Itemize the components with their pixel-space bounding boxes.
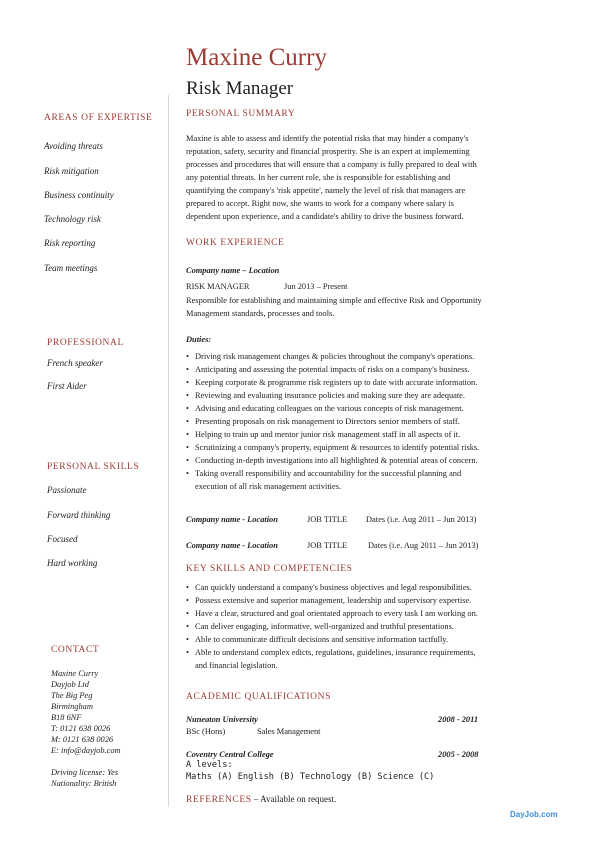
degree-subject: Sales Management bbox=[257, 727, 321, 736]
contact-company: Dayjob Ltd bbox=[51, 680, 89, 689]
university-name: Nuneaton University bbox=[186, 715, 258, 724]
references-line bbox=[186, 794, 336, 805]
summary-line: reputation, safety, security and financial prosperity. She is an expert at implementing bbox=[186, 147, 470, 156]
academic-heading: ACADEMIC QUALIFICATIONS bbox=[186, 692, 331, 702]
key-skill-item: • Can deliver engaging, informative, well-organized and truthful presentations. bbox=[186, 620, 556, 633]
description-line: Responsible for establishing and maintaining simple and effective Risk and Opportunity bbox=[186, 296, 482, 305]
skills-item: Focused bbox=[47, 534, 78, 544]
university-years: 2008 - 2011 bbox=[438, 715, 479, 724]
prev-job-title: JOB TITLE bbox=[307, 515, 348, 524]
skills-item: Forward thinking bbox=[47, 510, 111, 520]
contact-email[interactable]: E: info@dayjob.com bbox=[51, 746, 121, 755]
expertise-heading: AREAS OF EXPERTISE bbox=[44, 113, 153, 123]
summary-line: prepared to accept. Right now, she wants to work for a company where salary is bbox=[186, 199, 454, 208]
prev-job-dates: Dates (i.e. Aug 2011 – Jun 2013) bbox=[368, 541, 479, 550]
current-company: Company name – Location bbox=[186, 266, 280, 275]
candidate-title: Risk Manager bbox=[186, 78, 294, 99]
contact-heading: CONTACT bbox=[51, 645, 100, 655]
summary-line: processes and procedures that will ensure that a company is fully prepared to deal with bbox=[186, 160, 477, 169]
key-skill-item: • Possess extensive and superior management, leadership and supervisory expertise. bbox=[186, 594, 556, 607]
summary-heading: PERSONAL SUMMARY bbox=[186, 109, 296, 119]
references-heading: REFERENCES bbox=[186, 795, 252, 805]
professional-item: First Aider bbox=[47, 381, 87, 391]
contact-postcode: B18 6NF bbox=[51, 713, 82, 722]
expertise-item: Team meetings bbox=[44, 263, 98, 273]
expertise-item: Business continuity bbox=[44, 190, 114, 200]
job-description bbox=[186, 294, 546, 320]
duties-list bbox=[186, 350, 556, 480]
duty-item: • Keeping corporate & programme risk registers up to date with accurate information. bbox=[186, 376, 556, 389]
alevels-label: A levels: bbox=[186, 760, 233, 770]
duty-continuation: execution of all risk management activities. bbox=[195, 482, 342, 491]
prev-job-title: JOB TITLE bbox=[307, 541, 348, 550]
expertise-item: Technology risk bbox=[44, 214, 101, 224]
duties-label: Duties: bbox=[186, 335, 212, 344]
summary-line: quantifying the company's 'risk appetite', namely the level of risk that managers are bbox=[186, 186, 466, 195]
duty-item: • Helping to train up and mentor junior risk management staff in all aspects of it. bbox=[186, 428, 556, 441]
professional-item: French speaker bbox=[47, 358, 103, 368]
dayjob-logo-text: DayJob.com bbox=[510, 810, 558, 819]
duty-item: • Scrutinizing a company's property, equipment & resources to identify potential risks. bbox=[186, 441, 556, 454]
duty-item: • Anticipating and assessing the potential impacts of risks on a company's business. bbox=[186, 363, 556, 376]
contact-mobile: M: 0121 638 0026 bbox=[51, 735, 114, 744]
dayjob-logo[interactable] bbox=[510, 810, 558, 819]
current-job-dates: Jun 2013 – Present bbox=[284, 282, 348, 291]
prev-job-company: Company name - Location bbox=[186, 515, 278, 524]
skills-heading: PERSONAL SKILLS bbox=[47, 462, 140, 472]
professional-heading: PROFESSIONAL bbox=[47, 338, 124, 348]
experience-heading: WORK EXPERIENCE bbox=[186, 238, 285, 248]
duty-item: • Conducting in-depth investigations into all highlighted & potential areas of concern. bbox=[186, 454, 556, 467]
duty-item: • Presenting proposals on risk management to Directors senior members of staff. bbox=[186, 415, 556, 428]
contact-address: The Big Peg bbox=[51, 691, 93, 700]
key-skill-item: • Can quickly understand a company's business objectives and legal responsibilities. bbox=[186, 581, 556, 594]
driving-license: Driving license: Yes bbox=[51, 768, 119, 777]
key-skill-item: • Have a clear, structured and goal orientated approach to every task I am working on. bbox=[186, 607, 556, 620]
skills-item: Hard working bbox=[47, 558, 98, 568]
expertise-item: Risk mitigation bbox=[44, 166, 99, 176]
summary-line: any potential threats. In her current role, she is responsible for establishing and bbox=[186, 173, 451, 182]
contact-block bbox=[51, 668, 121, 756]
expertise-item: Avoiding threats bbox=[44, 141, 103, 151]
contact-telephone: T: 0121 638 0026 bbox=[51, 724, 111, 733]
college-years: 2005 - 2008 bbox=[438, 750, 479, 759]
column-divider bbox=[168, 95, 169, 807]
duty-item: • Advising and educating colleagues on the various concepts of risk management. bbox=[186, 402, 556, 415]
skills-item: Passionate bbox=[47, 485, 87, 495]
key-skill-item: • Able to communicate difficult decisions and sensitive information tactfully. bbox=[186, 633, 556, 646]
contact-city: Birmingham bbox=[51, 702, 93, 711]
contact-name: Maxine Curry bbox=[51, 669, 99, 678]
summary-line: dependent upon experience, and a candidate's ability to drive the business forward. bbox=[186, 212, 464, 221]
duty-item: • Reviewing and evaluating insurance policies and making sure they are adequate. bbox=[186, 389, 556, 402]
key-skill-continuation: and financial legislation. bbox=[195, 661, 278, 670]
summary-line: Maxine is able to assess and identify the potential risks that may hinder a company's bbox=[186, 134, 469, 143]
references-text: – Available on request. bbox=[253, 794, 337, 804]
key-skills-list bbox=[186, 581, 556, 659]
duty-item: • Driving risk management changes & policies throughout the company's operations. bbox=[186, 350, 556, 363]
duty-item: • Taking overall responsibility and accountability for the successful planning and bbox=[186, 467, 556, 480]
degree: BSc (Hons) bbox=[186, 727, 226, 736]
key-skills-heading: KEY SKILLS AND COMPETENCIES bbox=[186, 564, 353, 574]
description-line: Management standards, processes and tools. bbox=[186, 309, 335, 318]
prev-job-dates: Dates (i.e. Aug 2011 – Jun 2013) bbox=[366, 515, 477, 524]
personal-details bbox=[51, 767, 118, 789]
current-job-title: RISK MANAGER bbox=[186, 282, 250, 291]
alevels-results: Maths (A) English (B) Technology (B) Science (C) bbox=[186, 772, 435, 782]
expertise-item: Risk reporting bbox=[44, 238, 96, 248]
nationality: Nationality: British bbox=[51, 779, 117, 788]
key-skill-item: • Able to understand complex edicts, regulations, guidelines, insurance requirements, bbox=[186, 646, 556, 659]
summary-text bbox=[186, 132, 546, 223]
candidate-name: Maxine Curry bbox=[186, 44, 327, 71]
prev-job-company: Company name - Location bbox=[186, 541, 278, 550]
college-name: Coventry Central College bbox=[186, 750, 274, 759]
